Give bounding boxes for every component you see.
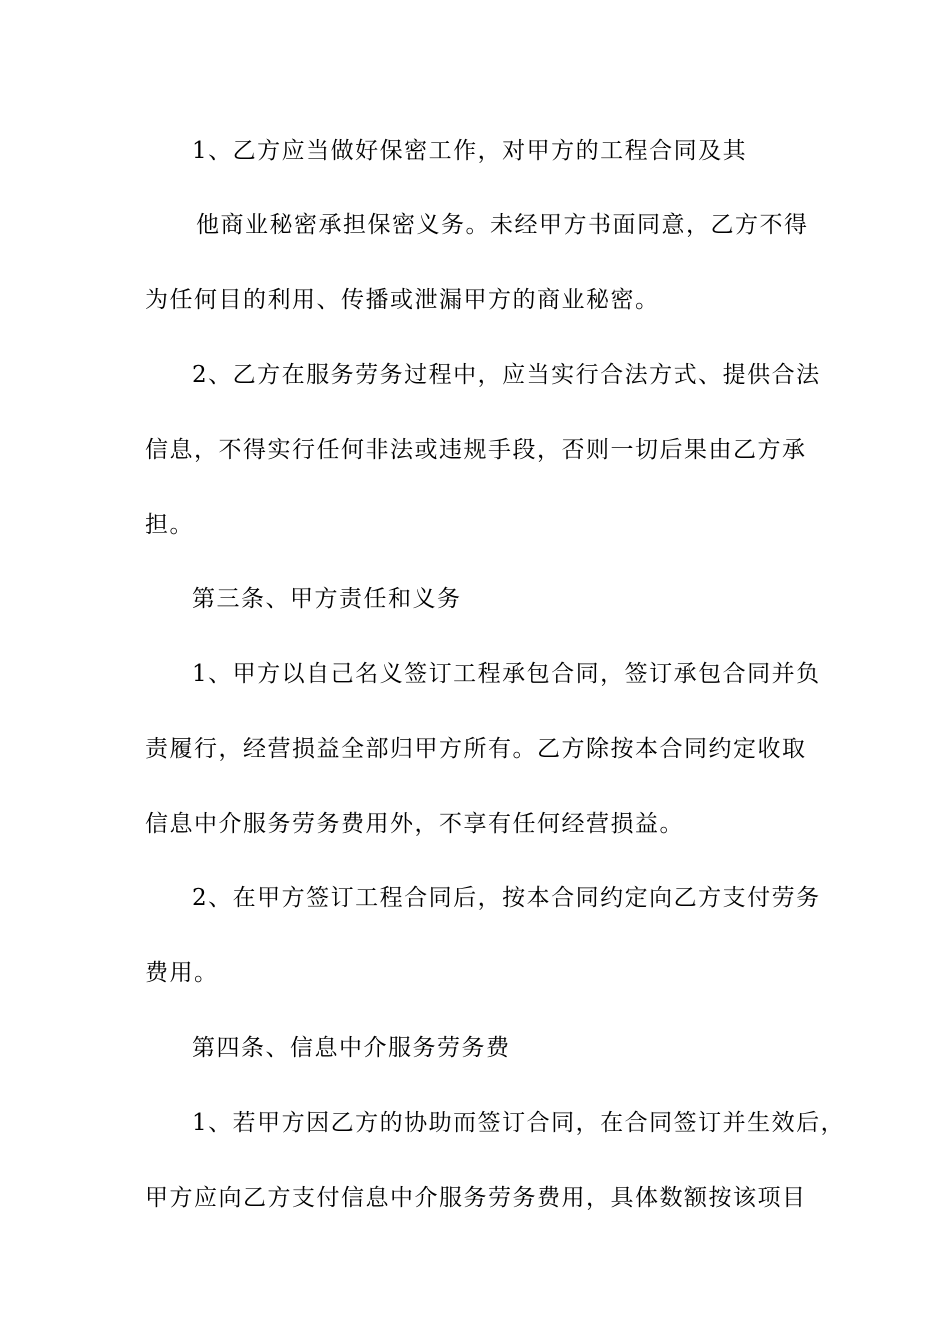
paragraph-line: 为任何目的利用、传播或泄漏甲方的商业秘密。: [145, 287, 660, 313]
paragraph-line: 担。: [145, 512, 194, 538]
paragraph-line: 信息中介服务劳务费用外，不享有任何经营损益。: [145, 811, 684, 837]
paragraph-line: 1、甲方以自己名义签订工程承包合同，签订承包合同并负: [192, 661, 821, 687]
paragraph-line: 甲方应向乙方支付信息中介服务劳务费用，具体数额按该项目: [145, 1185, 807, 1211]
paragraph-line: 他商业秘密承担保密义务。未经甲方书面同意，乙方不得: [196, 212, 809, 238]
paragraph-line: 1、若甲方因乙方的协助而签订合同，在合同签订并生效后，: [192, 1110, 846, 1136]
paragraph-line: 1、乙方应当做好保密工作，对甲方的工程合同及其: [192, 138, 748, 164]
section-heading: 第三条、甲方责任和义务: [192, 586, 462, 612]
paragraph-line: 责履行，经营损益全部归甲方所有。乙方除按本合同约定收取: [145, 736, 807, 762]
paragraph-line: 费用。: [145, 960, 219, 986]
section-heading: 第四条、信息中介服务劳务费: [192, 1035, 511, 1061]
paragraph-line: 2、乙方在服务劳务过程中，应当实行合法方式、提供合法: [192, 362, 821, 388]
paragraph-line: 2、在甲方签订工程合同后，按本合同约定向乙方支付劳务: [192, 885, 821, 911]
paragraph-line: 信息，不得实行任何非法或违规手段，否则一切后果由乙方承: [145, 437, 807, 463]
